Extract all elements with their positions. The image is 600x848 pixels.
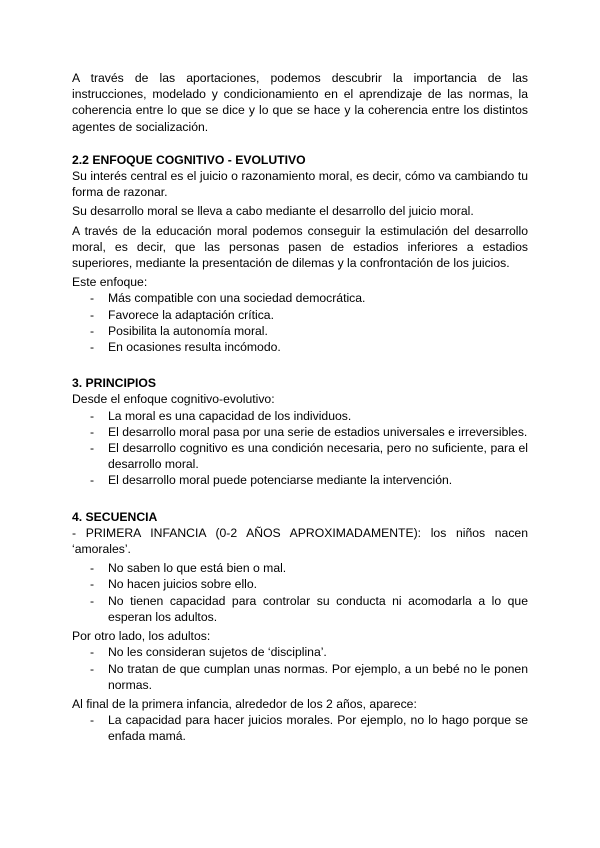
paragraph: Desde el enfoque cognitivo-evolutivo: — [72, 392, 275, 407]
list-item: - Más compatible con una sociedad democrática. — [90, 291, 366, 306]
paragraph: Su desarrollo moral se lleva a cabo mediante el desarrollo del juicio moral. — [72, 204, 474, 219]
list-item: - El desarrollo moral puede potenciarse mediante la intervención. — [90, 473, 453, 488]
paragraph: Al final de la primera infancia, alrededor de los 2 años, aparece: — [72, 696, 417, 711]
paragraph: Por otro lado, los adultos: — [72, 629, 211, 644]
list-item: - No tratan de que cumplan unas normas. Por ejemplo, a un bebé no le ponen normas. — [90, 661, 528, 692]
list-item: - La moral es una capacidad de los individuos. — [90, 408, 352, 423]
list-item: - Favorece la adaptación crítica. — [90, 307, 274, 322]
section-heading-3: 3. PRINCIPIOS — [72, 376, 156, 391]
paragraph: Su interés central es el juicio o razonamiento moral, es decir, cómo va cambiando tu forma de razonar. — [72, 169, 528, 200]
bullet-list — [72, 712, 528, 744]
bullet-list — [72, 560, 528, 625]
section-heading-4: 4. SECUENCIA — [72, 509, 158, 524]
bullet-list — [72, 408, 528, 489]
list-item: - No hacen juicios sobre ello. — [90, 577, 258, 592]
section-heading-2-2: 2.2 ENFOQUE COGNITIVO - EVOLUTIVO — [72, 152, 306, 167]
bullet-list — [72, 290, 528, 355]
page-content — [72, 70, 528, 748]
list-item: - En ocasiones resulta incómodo. — [90, 340, 281, 355]
paragraph: A través de la educación moral podemos conseguir la estimulación del desarrollo moral, es decir, que las personas pasen de estadios inferiores a estadios superiores, mediante la presentación de dilemas y la confrontación de los juicios. — [72, 223, 528, 271]
list-item: - No tienen capacidad para controlar su conducta ni acomodarla a lo que esperan los adultos. — [90, 593, 528, 624]
list-item: - Posibilita la autonomía moral. — [90, 323, 268, 338]
list-item: - La capacidad para hacer juicios morales. Por ejemplo, no lo hago porque se enfada mamá. — [90, 713, 528, 744]
bullet-list — [72, 644, 528, 693]
list-item: - El desarrollo cognitivo es una condición necesaria, pero no suficiente, para el desarrollo moral. — [90, 441, 528, 472]
list-item: - No saben lo que está bien o mal. — [90, 561, 287, 576]
list-item: - El desarrollo moral pasa por una serie de estadios universales e irreversibles. — [90, 424, 528, 439]
paragraph: - PRIMERA INFANCIA (0-2 AÑOS APROXIMADAMENTE): los niños nacen ‘amorales’. — [72, 525, 528, 557]
paragraph: Este enfoque: — [72, 275, 148, 290]
list-item: - No les consideran sujetos de ‘disciplina’. — [90, 645, 327, 660]
intro-paragraph: A través de las aportaciones, podemos descubrir la importancia de las instrucciones, modelado y condicionamiento en el aprendizaje de las normas, la coherencia entre lo que se dice y lo que se hace y la coherencia entre los distintos agentes de socialización. — [72, 71, 528, 134]
